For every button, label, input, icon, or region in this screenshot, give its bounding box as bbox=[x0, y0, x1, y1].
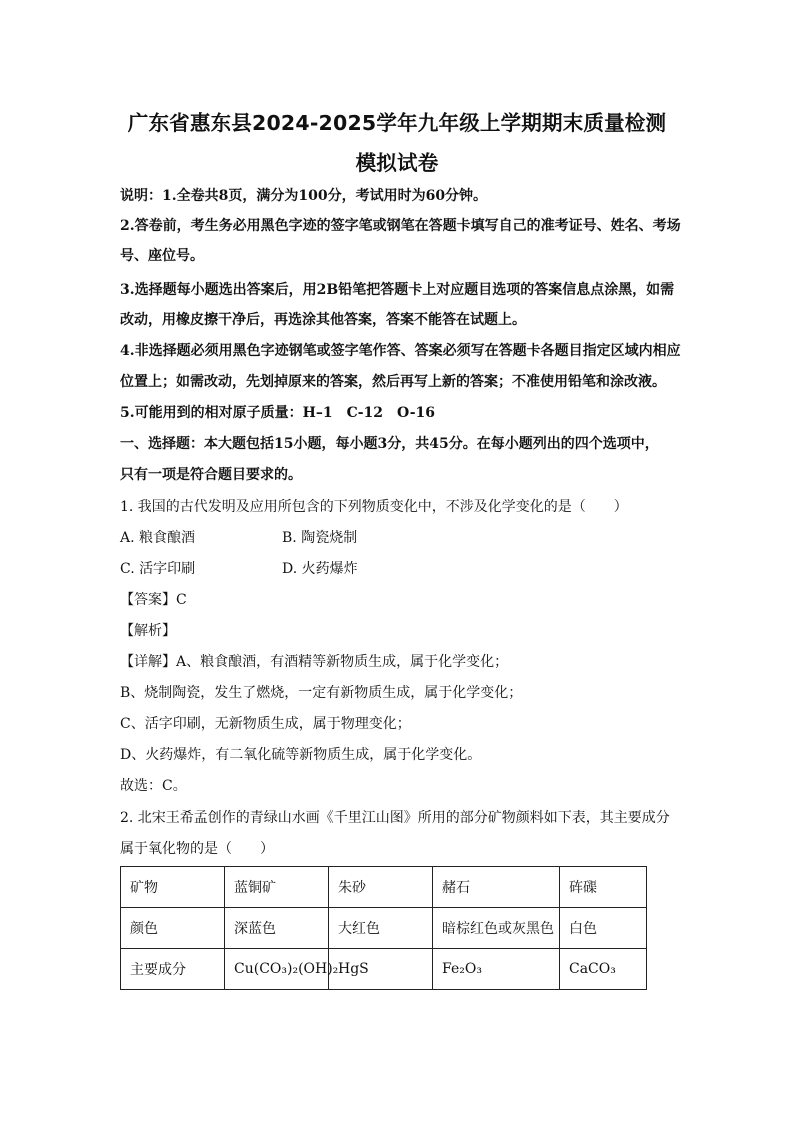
exam-title: 广东省惠东县2024-2025学年九年级上学期期末质量检测 bbox=[127, 111, 667, 135]
question-1-conclusion: 故选：C。 bbox=[120, 778, 187, 794]
table-header-row bbox=[121, 867, 647, 908]
mineral-pigment-table bbox=[120, 866, 647, 990]
table-cell: 白色 bbox=[560, 908, 647, 949]
formula-cell: Cu(CO₃)₂(OH)₂ bbox=[225, 949, 329, 990]
question-2-stem-cont: 属于氧化物的是（ ） bbox=[120, 841, 274, 857]
table-cell: 颜色 bbox=[121, 908, 225, 949]
table-cell: 深蓝色 bbox=[225, 908, 329, 949]
question-1-detail-d: D、火药爆炸，有二氧化硫等新物质生成，属于化学变化。 bbox=[120, 747, 482, 763]
question-1-option-d: D. 火药爆炸 bbox=[282, 561, 358, 577]
table-cell: 砗磲 bbox=[560, 867, 647, 908]
formula-cell: CaCO₃ bbox=[560, 949, 647, 990]
table-cell: 朱砂 bbox=[329, 867, 433, 908]
section-heading: 一、选择题：本大题包括15小题，每小题3分，共45分。在每小题列出的四个选项中， bbox=[120, 436, 659, 452]
question-1-option-b: B. 陶瓷烧制 bbox=[282, 530, 358, 546]
table-cell: 矿物 bbox=[121, 867, 225, 908]
instruction-4-cont: 位置上；如需改动，先划掉原来的答案，然后再写上新的答案；不准使用铅笔和涂改液。 bbox=[120, 374, 666, 390]
question-1-answer: 【答案】C bbox=[120, 592, 187, 608]
table-cell: 大红色 bbox=[329, 908, 433, 949]
section-heading-cont: 只有一项是符合题目要求的。 bbox=[120, 467, 302, 483]
question-1-option-c: C. 活字印刷 bbox=[120, 561, 196, 577]
instruction-3-cont: 改动，用橡皮擦干净后，再选涂其他答案，答案不能答在试题上。 bbox=[120, 312, 526, 328]
instruction-4: 4.非选择题必须用黑色字迹钢笔或签字笔作答、答案必须写在答题卡各题目指定区域内相应 bbox=[120, 343, 681, 359]
question-1-detail-b: B、烧制陶瓷，发生了燃烧，一定有新物质生成，属于化学变化； bbox=[120, 685, 523, 701]
question-1-analysis-heading: 【解析】 bbox=[120, 623, 176, 639]
table-cell: 主要成分 bbox=[121, 949, 225, 990]
exam-subtitle: 模拟试卷 bbox=[355, 151, 439, 175]
question-2-stem: 2. 北宋王希孟创作的青绿山水画《千里江山图》所用的部分矿物颜料如下表，其主要成分 bbox=[120, 810, 670, 826]
table-cell: 暗棕红色或灰黑色 bbox=[433, 908, 560, 949]
instruction-2: 2.答卷前，考生务必用黑色字迹的签字笔或钢笔在答题卡填写自己的准考证号、姓名、考场 bbox=[120, 218, 681, 234]
table-row bbox=[121, 908, 647, 949]
question-1-option-a: A. 粮食酿酒 bbox=[120, 530, 196, 546]
formula-cell: Fe₂O₃ bbox=[433, 949, 560, 990]
question-1-stem: 1. 我国的古代发明及应用所包含的下列物质变化中，不涉及化学变化的是（ ） bbox=[120, 499, 628, 515]
instruction-2-cont: 号、座位号。 bbox=[120, 248, 204, 264]
question-1-detail-c: C、活字印刷，无新物质生成，属于物理变化； bbox=[120, 716, 411, 732]
table-row bbox=[121, 949, 647, 990]
instruction-1: 说明：1.全卷共8页，满分为100分，考试用时为60分钟。 bbox=[120, 188, 488, 204]
instruction-5: 5.可能用到的相对原子质量：H–1 C-12 O-16 bbox=[120, 405, 436, 421]
table-cell: 赭石 bbox=[433, 867, 560, 908]
question-1-detail-a: 【详解】A、粮食酿酒，有酒精等新物质生成，属于化学变化； bbox=[120, 654, 509, 670]
table-cell: 蓝铜矿 bbox=[225, 867, 329, 908]
formula-cell: HgS bbox=[329, 949, 433, 990]
instruction-3: 3.选择题每小题选出答案后，用2B铅笔把答题卡上对应题目选项的答案信息点涂黑，如需 bbox=[120, 282, 675, 298]
